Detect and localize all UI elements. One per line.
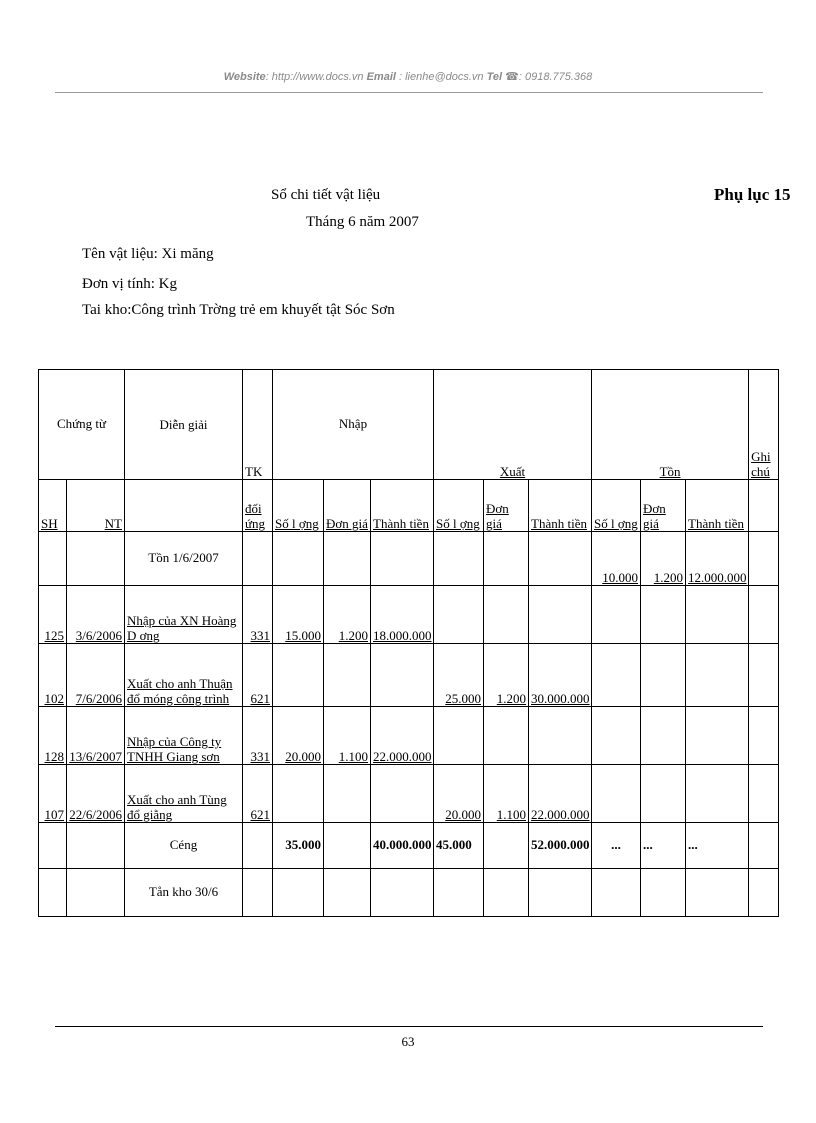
- cell-sh: 102: [39, 644, 67, 707]
- cell-desc: Xuất cho anh Thuận đổ móng công trình: [125, 644, 243, 707]
- cell-nhap-sl: [273, 644, 324, 707]
- total-ton-unit-price: ...: [641, 823, 686, 869]
- header-nhap: Nhập: [273, 370, 434, 480]
- document-subtitle: Tháng 6 năm 2007: [306, 214, 419, 230]
- cell-nhap-tt: [371, 644, 434, 707]
- cell-sh: 107: [39, 765, 67, 823]
- cell-tk: 331: [243, 586, 273, 644]
- cell-tk: 621: [243, 644, 273, 707]
- email-value[interactable]: : lienhe@docs.vn: [399, 71, 484, 83]
- opening-quantity: 10.000: [592, 532, 641, 586]
- tel-value: ☎: 0918.775.368: [505, 71, 593, 83]
- unit-of-measure: Đơn vị tính: Kg: [82, 276, 178, 292]
- header-xuat-thanh-tien: Thành tiền: [529, 480, 592, 532]
- cell-nt: 13/6/2007: [67, 707, 125, 765]
- table-row: [39, 644, 779, 707]
- header-row-1: [39, 370, 779, 480]
- header-xuat-so-luong: Số l ợng: [434, 480, 484, 532]
- header-blank: [125, 480, 243, 532]
- total-row: [39, 823, 779, 869]
- cell-xuat-tt: 30.000.000: [529, 644, 592, 707]
- cell-nhap-dg: 1.200: [324, 586, 371, 644]
- header-doi-ung: đối ứng: [243, 480, 273, 532]
- cell-nhap-dg: [324, 644, 371, 707]
- header-ton-thanh-tien: Thành tiền: [686, 480, 749, 532]
- cell-tk: 621: [243, 765, 273, 823]
- header-nhap-don-gia: Đơn giá: [324, 480, 371, 532]
- header-divider: [55, 92, 763, 93]
- header-nhap-thanh-tien: Thành tiền: [371, 480, 434, 532]
- header-nhap-so-luong: Số l ợng: [273, 480, 324, 532]
- cell-xuat-dg: 1.200: [484, 644, 529, 707]
- cell-xuat-tt: [529, 586, 592, 644]
- email-label: Email: [366, 71, 396, 83]
- cell-sh: 128: [39, 707, 67, 765]
- cell-nt: 7/6/2006: [67, 644, 125, 707]
- header-ghi-chu: Ghi chú: [749, 370, 779, 480]
- cell-xuat-dg: [484, 586, 529, 644]
- opening-balance-row: [39, 532, 779, 586]
- cell-xuat-sl: [434, 586, 484, 644]
- closing-balance-row: [39, 869, 779, 917]
- opening-unit-price: 1.200: [641, 532, 686, 586]
- header-chung-tu: Chứng từ: [39, 370, 125, 480]
- cell-nhap-sl: 15.000: [273, 586, 324, 644]
- website-label: Website: [223, 71, 266, 83]
- cell-xuat-dg: [484, 707, 529, 765]
- cell-xuat-tt: [529, 707, 592, 765]
- document-title: Sổ chi tiết vật liệu: [271, 187, 381, 203]
- appendix-label: Phụ lục 15: [714, 185, 791, 204]
- material-name: Tên vật liệu: Xi măng: [82, 246, 214, 262]
- total-nhap-amount: 40.000.000: [371, 823, 434, 869]
- total-label: Céng: [125, 823, 243, 869]
- total-xuat-amount: 52.000.000: [529, 823, 592, 869]
- page-header: [0, 70, 816, 83]
- cell-desc: Nhập của XN Hoàng D ơng: [125, 586, 243, 644]
- cell-nt: 22/6/2006: [67, 765, 125, 823]
- footer-divider: [55, 1026, 763, 1027]
- cell-nt: 3/6/2006: [67, 586, 125, 644]
- cell-xuat-dg: 1.100: [484, 765, 529, 823]
- warehouse-name: Tai kho:Công trình Trờng trẻ em khuyết tật Sóc Sơn: [82, 302, 395, 318]
- table-row: [39, 707, 779, 765]
- header-ton: Tồn: [592, 370, 749, 480]
- cell-sh: 125: [39, 586, 67, 644]
- total-xuat-quantity: 45.000: [434, 823, 484, 869]
- cell-desc: Xuất cho anh Tùng đổ giằng: [125, 765, 243, 823]
- cell-xuat-sl: 20.000: [434, 765, 484, 823]
- table-row: [39, 765, 779, 823]
- header-tk: TK: [243, 370, 273, 480]
- page-number: 63: [401, 1034, 415, 1049]
- header-row-2: [39, 480, 779, 532]
- cell-nhap-tt: 18.000.000: [371, 586, 434, 644]
- material-ledger-table: [38, 369, 779, 917]
- closing-label: Tån kho 30/6: [125, 869, 243, 917]
- tel-label: Tel: [486, 71, 503, 83]
- total-nhap-quantity: 35.000: [273, 823, 324, 869]
- opening-amount: 12.000.000: [686, 532, 749, 586]
- cell-xuat-sl: 25.000: [434, 644, 484, 707]
- website-value[interactable]: : http://www.docs.vn: [265, 71, 364, 83]
- cell-nhap-sl: 20.000: [273, 707, 324, 765]
- cell-xuat-sl: [434, 707, 484, 765]
- table-row: [39, 586, 779, 644]
- opening-label: Tồn 1/6/2007: [125, 532, 243, 586]
- header-xuat-don-gia: Đơn giá: [484, 480, 529, 532]
- cell-nhap-dg: [324, 765, 371, 823]
- cell-xuat-tt: 22.000.000: [529, 765, 592, 823]
- header-ghi-chu-blank: [749, 480, 779, 532]
- header-dien-giai: Diễn giải: [125, 370, 243, 480]
- cell-tk: 331: [243, 707, 273, 765]
- header-sh: SH: [39, 480, 67, 532]
- cell-nhap-tt: [371, 765, 434, 823]
- cell-nhap-sl: [273, 765, 324, 823]
- total-ton-quantity: ...: [592, 823, 641, 869]
- cell-nhap-dg: 1.100: [324, 707, 371, 765]
- header-xuat: Xuất: [434, 370, 592, 480]
- total-ton-amount: ...: [686, 823, 749, 869]
- cell-nhap-tt: 22.000.000: [371, 707, 434, 765]
- cell-desc: Nhập của Công ty TNHH Giang sơn: [125, 707, 243, 765]
- header-ton-don-gia: Đơn giá: [641, 480, 686, 532]
- header-ton-so-luong: Số l ợng: [592, 480, 641, 532]
- header-nt: NT: [67, 480, 125, 532]
